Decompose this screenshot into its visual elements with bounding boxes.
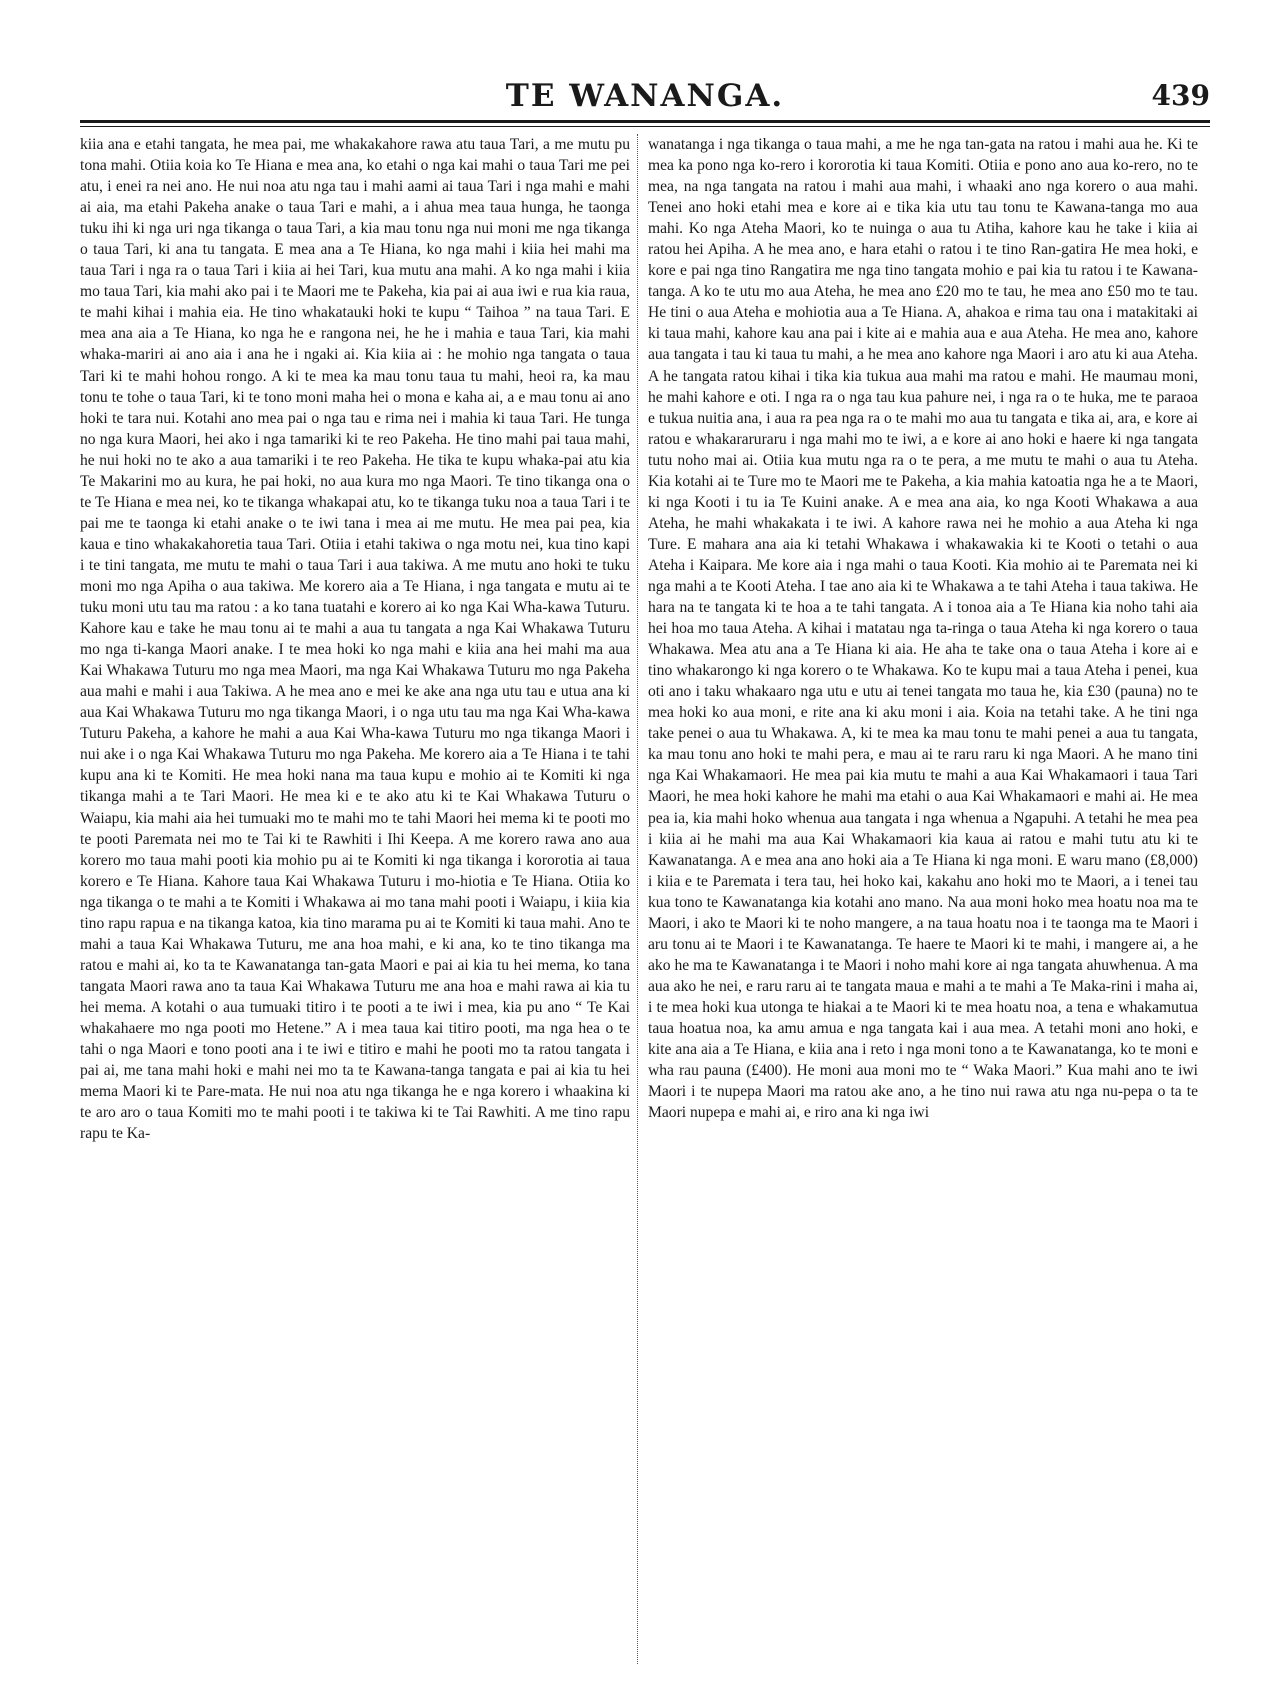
header-rule (80, 120, 1210, 123)
newspaper-title: TE WANANGA. (505, 78, 785, 114)
masthead (80, 78, 1210, 118)
page-number: 439 (1151, 79, 1210, 112)
right-column-text: wanatanga i nga tikanga o taua mahi, a me he nga tan-gata na ratou i mahi aua he. Ki te mea ka pono nga ko-rero i kororotia ki taua Komiti. Otiia e pono ano aua ko-rero, no te mea, na nga tangata na ratou i mahi aua mahi, i whaaki ano nga korero o aua mahi. Tenei ano hoki etahi mea e kore ai e tika kia utu tau tonu te Kawana-tanga mo aua mahi. Ko nga Ateha Maori, ko te nuinga o aua tu Atiha, kahore kau he take i kiia ai ratou hei Apiha. A he mea ano, e hara etahi o ratou i te tino Ran-gatira He mea hoki, e kore e pai nga tino Rangatira me nga tino tangata mohio e pai kia tu ratou i te Kawana-tanga. A ko te utu mo aua Ateha, he mea ano £20 mo te tau, he mea ano £50 mo te tau. He tini o aua Ateha e mohiotia aua a Te Hiana. A, ahakoa e rima tau ona i matakitaki ai ki taua mahi, kahore kau ana pai i kite ai e mahia aua e aua Ateha. He mea ano, kahore aua tangata i tau ki taua tu mahi, a he mea ano kahore nga Maori i aro atu ki aua Ateha. A he tangata ratou kihai i tika kia tukua aua mahi ma ratou e mahi. He maumau moni, he mahi kahore e oti. I nga ra o nga tau kua pahure nei, i nga ra o te huka, me te paraoa e tukua nuitia ana, i aua ra pea nga ra o te mahi mo aua tu tangata e tika ai, ara, e kore ai ratou e whakararuraru i nga mahi mo te iwi, a e kore ai ano hoki e haere ki nga tangata tutu noho mai ai. Otiia kua mutu nga ra o te pera, a me mutu te mahi o aua tu Ateha. Kia kotahi ai te Ture mo te Maori me te Pakeha, a kia mahia katoatia nga he a te Maori, ki nga Kooti i tu ia Te Kuini anake. A e mea ana aia, ko nga Kooti Whakawa a aua Ateha, he mahi whakakata i te iwi. A kahore rawa nei he mohio a aua Ateha ki nga Ture. E mahara ana aia ki tetahi Whakawa i whakawakia ki te Kooti o tetahi o aua Ateha i Kaipara. Me kore aia i nga mahi o taua Kooti. Kia mohio ai te Paremata nei ki nga mahi a te Kooti Ateha. I tae ano aia ki te Whakawa a te tahi Ateha i taua takiwa. He hara na te tangata ki te hoa a te tahi tangata. A i tonoa aia a Te Hiana kia noho tahi aia hei hoa mo taua Ateha. A kihai i matatau nga ta-ringa o taua Ateha ki nga korero o taua Whakawa. Mea atu ana a Te Hiana ki aia. He aha te take ona o taua Ateha i kore ai e tino whakarongo ki nga korero o te Whakawa. Ko te kupu mai a taua Ateha i penei, kua oti ano i taku whakaaro nga utu e utu ai tenei tangata mo taua he, kia £30 (pauna) no te mea hoki ko aua moni, e rite ana ki aku moni i aia. Koia na tetahi take. A he tini nga take penei o aua tu Whakawa. A, ki te mea ka mau tonu te mahi penei a aua tu tangata, ka mau tonu ano hoki te mahi pera, e mau ai te raru raru ki nga Maori. A he mano tini nga Kai Whakamaori. He mea pai kia mutu te mahi a aua Kai Whakamaori i taua Tari Maori, he mea hoki kahore he mahi ma etahi o aua Kai Whakamaori e mahi ai. He mea pea ia, kia mahi hoko whenua aua tangata i nga whenua a Ngapuhi. A tetahi he mea pea i kiia ai he mahi ma aua Kai Whakamaori kia kaua ai ratou e mahi tutu atu ki te Kawanatanga. A e mea ana ano hoki aia a Te Hiana ki nga moni. E waru mano (£8,000) i kiia e te Paremata i tera tau, hei hoko kai, kakahu ano hoki mo te Maori, a i tenei tau kua tono te Kawanatanga kia kotahi ano mano. Na aua moni hoko mea hoatu noa ma te Maori, i ako te Maori ki te noho mangere, a na taua hoatu noa i te taonga ma te Maori i aru tonu ai te Maori i te Kawanatanga. Te haere te Maori ki te mahi, i mangere ai, a he ako he ma te Kawanatanga i te Maori i noho mahi kore ai nga tangata ahuwhenua. A ma aua ako he nei, e raru raru ai te tangata maua e mahi a te mahi a Te Maka-rini i maha ai, i te mea hoki kua utonga te hiakai a te Maori ki te mea hoatu noa, a tena e whakamutua taua hoatua noa, ka amu amua e nga tangata kai i aua mea. A tetahi moni ano hoki, e kite ana aia a Te Hiana, e kiia ana i reto i nga moni tono a te Kawanatanga, ko te moni e wha rau pauna (£400). He moni aua moni mo te “ Waka Maori.” Kua mahi ano te iwi Maori i te nupepa Maori ma ratou ake ano, a he tino nui rawa atu nga nu-pepa o ta te Maori nupepa e mahi ai, e riro ana ki nga iwi (648, 136, 1198, 1122)
column-divider (637, 134, 639, 1664)
left-column-text: kiia ana e etahi tangata, he mea pai, me whakakahore rawa atu taua Tari, a me mutu pu tona mahi. Otiia koia ko Te Hiana e mea ana, ko etahi o nga kai mahi o taua Tari me pei atu, i enei ra nei ano. He nui noa atu nga tau i mahi aami ai taua Tari i nga mahi e mahi ai aia, ma etahi Pakeha anake o taua Tari e mahi, a i ahua mea taua hunga, he taonga tuku ihi ki nga uri nga tikanga o taua Tari, a kia mau tonu nga nui moni me nga tikanga o taua Tari, ki ana tu tangata. E mea ana a Te Hiana, ko nga mahi i kiia hei mahi ma taua Tari i nga ra o taua Tari i kiia ai hei Tari, kua mutu ana mahi. A ko nga mahi i kiia mo taua Tari, kia mahi ako pai i te Maori me te Pakeha, kia pai ai aua iwi e rua kia raua, te mahi kihai i mahia eia. He tino whakatauki hoki te kupu “ Taihoa ” na taua Tari. E mea ana aia a Te Hiana, ko nga he e rangona nei, he he i mahia e taua Tari, kia mahi whaka-mariri ai ano aia i ana he i ngaki ai. Kia kiia ai : he mohio nga tangata o taua Tari ki te mahi hohou rongo. A ki te mea ka mau tonu taua tu mahi, heoi ra, ka mau tonu te tohe o taua Tari, ki te tono moni maha hei o mona e kaha ai, a e mau tonu ai ano hoki te tara nui. Kotahi ano mea pai o nga tau e rima nei i mahia ki taua Tari. He tunga no nga kura Maori, hei ako i nga tamariki ki te reo Pakeha. He tino mahi pai taua mahi, he nui hoki no te ako a aua tamariki i te reo Pakeha. He tika te kupu whaka-pai atu kia Te Makarini mo au kura, he pai hoki, no aua kura mo nga Maori. Te tino tikanga ona o te Te Hiana e mea nei, ko te tikanga whakapai atu, ko te tikanga tuku noa a taua Tari i te pai me te taonga ki etahi anake o te iwi tana i mea ai me mutu. He mea pai pea, kia kaua e tino whakakahoretia taua Tari. Otiia i etahi takiwa o nga motu nei, kua tino kapi i te tini tangata, me mutu te mahi o taua Tari i aua takiwa. A me mutu ano hoki te tuku moni mo nga Apiha o aua takiwa. Me korero aia a Te Hiana, i nga tangata e mutu ai te tuku moni utu tau ma ratou : a ko tana tuatahi e korero ai ko nga Kai Wha-kawa Tuturu. Kahore kau e take he mau tonu ai te mahi a aua tu tangata a nga Kai Whakawa Tuturu mo nga ti-kanga Maori anake. I te mea hoki ko nga mahi e kiia ana hei mahi ma aua Kai Whakawa Tuturu mo nga mea Maori, ma nga Kai Whakawa Tuturu mo nga Pakeha aua mahi e mahi i aua Takiwa. A he mea ano e mei ke ake ana nga utu tau e utua ana ki aua Kai Whakawa Tuturu mo nga tikanga Maori, i o nga utu tau ma nga Kai Wha-kawa Tuturu Pakeha, a kahore he mahi a aua Kai Wha-kawa Tuturu mo nga tikanga Maori i nui ake i o nga Kai Whakawa Tuturu mo nga Pakeha. Me korero aia a Te Hiana i te tahi kupu ana ki te Komiti. He mea hoki nana ma taua kupu e mohio ai te Komiti ki nga tikanga mahi a te Tari Maori. He mea ki e te ako atu ki te Kai Whakawa Tuturu o Waiapu, kia mahi aia hei tumuaki mo te mahi mo te tahi Maori hei mema ki te pooti mo te pooti Paremata nei mo te Tai ki te Rawhiti i Ihi Keepa. A me korero rawa ano aua korero mo taua mahi pooti kia mohio pu ai te Komiti ki nga tikanga i kororotia ai taua korero e Te Hiana. Kahore taua Kai Whakawa Tuturu i mo-hiotia e Te Hiana. Otiia ko nga tikanga o te mahi a te Komiti i Whakawa ai mo tana mahi pooti i Waiapu, i kiia kia tino rapu rapua e na tikanga katoa, kia tino marama pu ai te Komiti ki taua mahi. Ano te mahi a taua Kai Whakawa Tuturu, me ana hoa mahi, e ki ana, ko te tino tikanga ma ratou e mahi ai, ko ta te Kawanatanga tan-gata Maori e pai ai kia tu hei mema, ko tana tangata Maori rawa ano ta taua Kai Whakawa Tuturu me ana hoa e mahi rawa ai kia tu hei mema. A kotahi o aua tumuaki titiro i te pooti a te iwi i mea, kia pu ano “ Te Kai whakahaere mo nga pooti mo Hetene.” A i mea taua kai titiro pooti, ma nga hea o te tahi o nga Maori e tono pooti ana i te iwi e titiro e mahi he pooti mo ta ratou tangata i pai ai, me tana mahi hoki e mahi nei mo ta te Kawana-tanga tangata e pai ai kia tu hei mema Maori ki te Pare-mata. He nui noa atu nga tikanga he e nga korero i whaakina ki te aro aro o taua Komiti mo te mahi pooti i te takiwa ki te Tai Rawhiti. A me tino rapu rapu te Ka- (80, 136, 630, 1143)
header-rule-thin (80, 126, 1210, 127)
